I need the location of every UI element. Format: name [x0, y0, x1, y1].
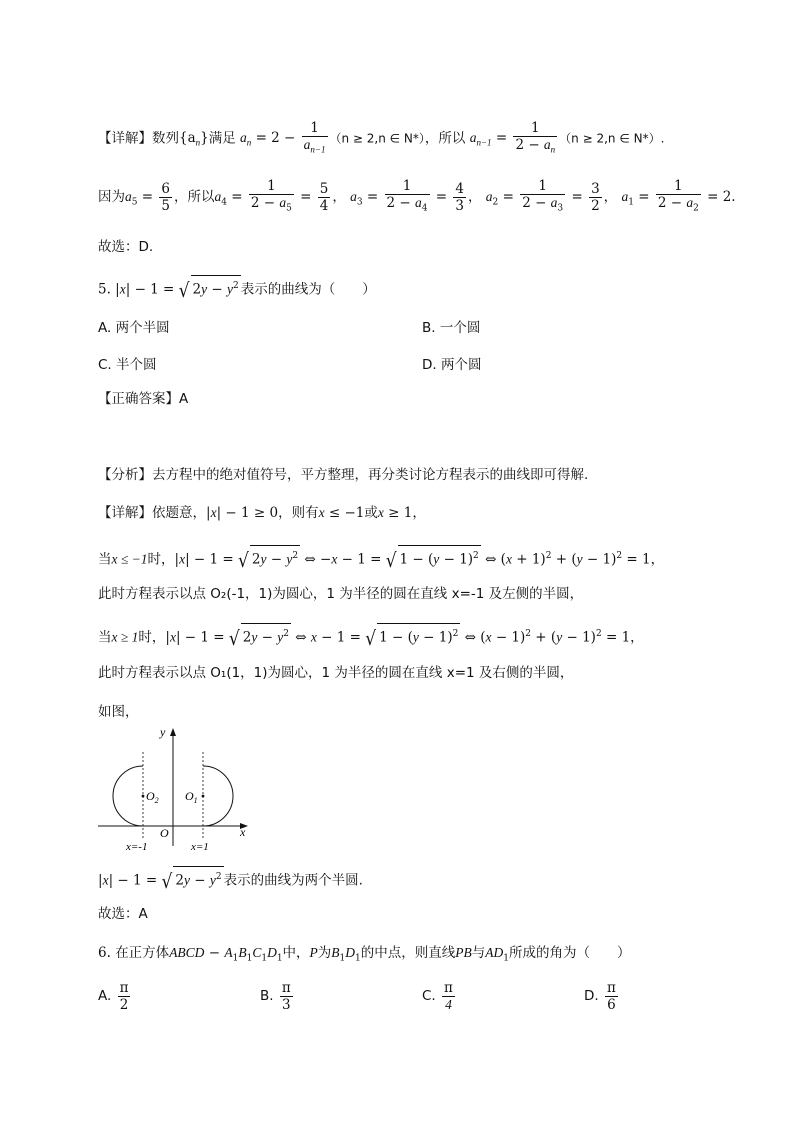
computation-line: 因为$a_5$ = $\frac{6}{5}$ ，所以$a_4$ = $\frac{1}{2 - a_5}$ = $\frac{5}{4}$ ， $a_3$ = $\frac{1}{2 - a_4}$ = $\frac{4}{3}$ ， $a_2$ = $\frac{1}{2 - a_3}$ = $\frac{3}{2}$ ， $a_1$ = $\frac{1}{2 - a_2}$ = 2. [98, 178, 736, 214]
answer-q5: 故选：A [98, 906, 148, 922]
case-1-description: 此时方程表示以点 O₂(-1，1)为圆心，1 为半径的圆在直线 x=-1 及左侧的半圆， [98, 586, 584, 602]
o2-label: $O_2$ [146, 789, 159, 805]
x-minus-1-label: x=-1 [126, 841, 148, 853]
option-b-q5[interactable]: B. 一个圆 [422, 320, 481, 336]
sequence-symbol: $\{a_n\}$ [179, 130, 209, 149]
option-c-q5[interactable]: C. 半个圆 [98, 357, 157, 373]
left-semicircle [113, 766, 143, 826]
origin-label: O [160, 826, 169, 840]
option-a-q5[interactable]: A. 两个半圆 [98, 320, 170, 336]
detail-tag: 【详解】 [98, 130, 152, 147]
detail-line-q4: 【详解】数列$\{a_n\}$满足 $a_n = 2$ − $\frac{1}{a_{n-1}}$ （n ≥ 2,n ∈ N*），所以 $a_{n-1}$ = $\frac{1}{2 - a_n}$ （n ≥ 2,n ∈ N*）. [98, 120, 665, 155]
figure-intro: 如图， [98, 704, 139, 720]
question-6: 6. 在正方体ABCD − $A_1B_1C_1D_1$中，P为$B_1D_1$的中点，则直线PB与$AD_1$所成的角为（ ） [98, 945, 631, 964]
option-a-q6[interactable]: A. $\frac{\pi}{2}$ [98, 980, 129, 1013]
y-label: y [160, 725, 166, 739]
case-2-description: 此时方程表示以点 O₁(1，1)为圆心，1 为半径的圆在直线 x=1 及右侧的半圆， [98, 665, 574, 681]
correct-answer-q5: 【正确答案】A [98, 391, 189, 407]
recurrence-formula: $a_n = 2$ − $\frac{1}{a_{n-1}}$ [240, 120, 326, 155]
y-axis-arrow [170, 728, 176, 736]
two-semicircles-figure [96, 722, 256, 856]
case-1-equation: 当x ≤ −1时，|x| − 1 = √ $2y - y^2$ ⇔ −x − 1 = √ $1 - (y - 1)^2$ ⇔ $(x + 1)^2 + (y - 1)^2 = 1$， [98, 545, 664, 571]
question-5: 5. |x| − 1 = √ $2y - y^2$ 表示的曲线为（ ） [98, 275, 376, 301]
detail-line-q5: 【详解】依题意，|x| − 1 ≥ 0，则有x ≤ −1或x ≥ 1， [98, 505, 426, 521]
option-b-q6[interactable]: B. $\frac{\pi}{3}$ [260, 980, 291, 1013]
option-d-q6[interactable]: D. $\frac{\pi}{6}$ [584, 980, 616, 1013]
option-c-q6[interactable]: C. $\frac{\pi}{4}$ [422, 980, 453, 1012]
x-1-label: x=1 [191, 841, 209, 853]
center-o1 [202, 795, 205, 798]
answer-q4: 故选：D. [98, 239, 154, 255]
x-label: x [240, 825, 246, 839]
center-o2 [142, 795, 145, 798]
option-d-q5[interactable]: D. 两个圆 [422, 357, 482, 373]
o1-label: $O_1$ [185, 789, 198, 805]
inverse-formula: $a_{n-1}$ = $\frac{1}{2 - a_n}$ [469, 120, 556, 155]
right-semicircle [203, 766, 233, 826]
analysis-q5: 【分析】去方程中的绝对值符号，平方整理，再分类讨论方程表示的曲线即可得解. [98, 467, 589, 483]
case-2-equation: 当x ≥ 1时，|x| − 1 = √ $2y - y^2$ ⇔ x − 1 = √ $1 - (y - 1)^2$ ⇔ $(x - 1)^2 + (y - 1)^2 = 1$， [98, 623, 644, 649]
conclusion-q5: |x| − 1 = √ $2y - y^2$ 表示的曲线为两个半圆. [98, 866, 363, 892]
